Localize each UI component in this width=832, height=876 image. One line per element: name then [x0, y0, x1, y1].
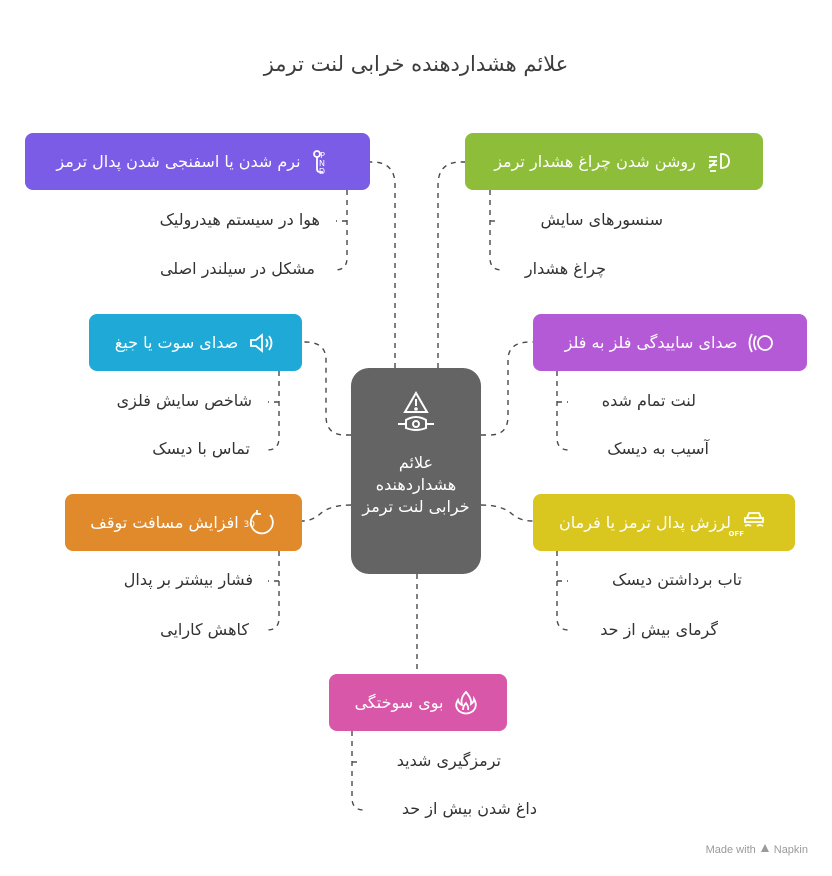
node-soft-pedal	[25, 133, 370, 190]
svg-text:D: D	[318, 166, 325, 176]
svg-text:OFF: OFF	[728, 529, 744, 538]
watermark-prefix: Made with	[705, 843, 756, 856]
node-vibration-label: لرزش پدال ترمز یا فرمان	[559, 513, 731, 532]
svg-text:30: 30	[243, 519, 255, 530]
watermark-brand: Napkin	[773, 843, 808, 856]
sub-item: آسیب به دیسک	[607, 439, 709, 458]
sub-item: شاخص سایش فلزی	[116, 391, 252, 410]
sub-item: تاب برداشتن دیسک	[612, 570, 742, 589]
sub-item: داغ شدن بیش از حد	[401, 799, 537, 818]
warning-car-icon	[394, 390, 438, 438]
node-vibration	[533, 494, 795, 551]
center-label: علائم هشداردهنده خرابی لنت ترمز	[362, 453, 470, 516]
sub-item: کاهش کارایی	[160, 620, 249, 639]
sub-item: سنسورهای سایش	[540, 210, 663, 229]
speaker-icon	[246, 328, 276, 358]
node-smell-label: بوی سوختگی	[354, 693, 444, 712]
sub-item: گرمای بیش از حد	[600, 620, 718, 639]
node-squeal	[89, 314, 302, 371]
svg-text:N: N	[318, 158, 325, 168]
node-squeal-label: صدای سوت یا جیغ	[114, 333, 239, 352]
grinding-sound-icon	[745, 328, 775, 358]
gear-shift-icon	[309, 147, 339, 177]
node-grinding	[533, 314, 807, 371]
headlight-icon	[704, 147, 734, 177]
svg-text:P: P	[319, 150, 325, 160]
traction-off-icon	[728, 508, 769, 538]
center-node	[351, 368, 481, 574]
node-warning-light	[465, 133, 763, 190]
sub-item: مشکل در سیلندر اصلی	[159, 259, 315, 278]
node-distance-label: افزایش مسافت توقف	[90, 513, 239, 532]
node-grinding-label: صدای ساییدگی فلز به فلز	[564, 333, 738, 352]
node-distance	[65, 494, 302, 551]
sub-item: چراغ هشدار	[524, 259, 606, 278]
sub-item: هوا در سیستم هیدرولیک	[159, 210, 320, 229]
sub-item: ترمزگیری شدید	[396, 751, 501, 770]
node-smell	[329, 674, 507, 731]
sub-item: لنت تمام شده	[601, 391, 696, 410]
diagram-title: علائم هشداردهنده خرابی لنت ترمز	[263, 52, 569, 76]
napkin-logo-icon	[760, 843, 770, 856]
sub-item: فشار بیشتر بر پدال	[123, 570, 253, 589]
watermark[interactable]	[706, 843, 808, 856]
sub-item: تماس با دیسک	[152, 439, 250, 458]
node-soft-pedal-label: نرم شدن یا اسفنجی شدن پدال ترمز	[56, 152, 301, 171]
node-warning-light-label: روشن شدن چراغ هشدار ترمز	[494, 152, 696, 171]
timer-30-icon	[243, 508, 277, 538]
flame-icon	[451, 688, 481, 718]
